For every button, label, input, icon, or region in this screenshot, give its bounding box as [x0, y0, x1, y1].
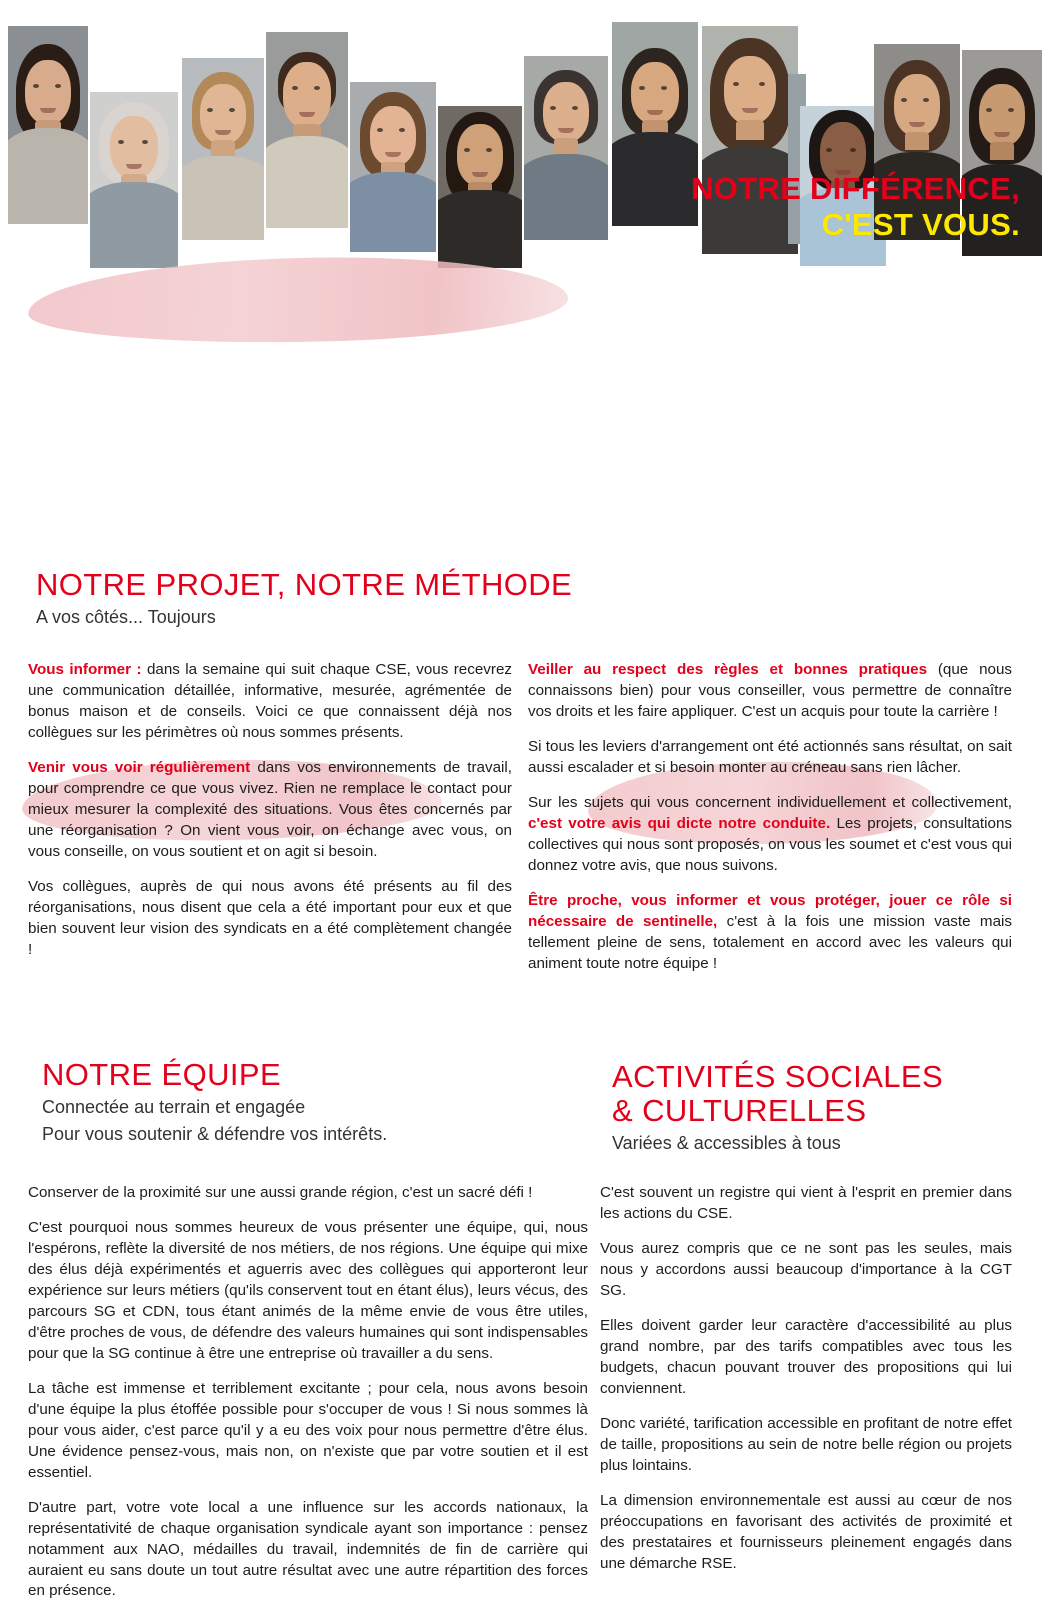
subtitle-equipe-line1: Connectée au terrain et engagée [42, 1097, 306, 1118]
page-title-project: NOTRE PROJET, NOTRE MÉTHODE [36, 567, 573, 602]
section-header-asc [612, 1060, 943, 1155]
lead-votre-avis: c'est votre avis qui dicte notre conduite. [528, 814, 831, 832]
paragraph-etre-proche [528, 891, 1012, 975]
lead-vous-informer: Vous informer : [28, 661, 142, 678]
lead-etre-proche: Être proche, vous informer et vous protéger, jouer ce rôle si nécessaire de sentinelle, [528, 891, 1012, 930]
paragraph-leviers: Si tous les leviers d'arrangement ont été actionnés sans résultat, on sait aussi escalader et si besoin monter au créneau sans rien lâcher. [528, 737, 1012, 776]
subtitle-equipe-line2: Pour vous soutenir & défendre vos intérêts. [42, 1123, 388, 1144]
subtitle-asc: Variées & accessibles à tous [612, 1133, 841, 1154]
paragraph-vous-informer [28, 660, 512, 744]
paragraph-variete: Donc variété, tarification accessible en profitant de notre effet de taille, propositions au sein de notre belle région ou projets plus lointains. [600, 1414, 1012, 1474]
footer-line-2: C'EST VOUS. [821, 207, 1020, 243]
section-header-equipe [42, 1058, 387, 1145]
project-left-column [28, 660, 512, 975]
paragraph-proximite: Conserver de la proximité sur une aussi grande région, c'est un sacré défi ! [28, 1184, 533, 1201]
paragraph-registre: C'est souvent un registre qui vient à l'esprit en premier dans les actions du CSE. [600, 1184, 1012, 1222]
text-venir-vous-voir: dans vos environnements de travail, pour comprendre ce que vous vivez. Rien ne remplace le contact pour mieux mesurer la complexité des situations. Vous êtes concernés par une réorganisation ? On vient vous voir, on échange avec vous, on vous conseille, on vous soutient et on agit si besoin. [28, 758, 513, 860]
portrait-3 [182, 58, 264, 240]
portrait-2 [90, 92, 178, 268]
lead-venir-vous-voir: Venir vous voir régulièrement [28, 758, 251, 776]
page-title-asc-line1: ACTIVITÉS SOCIALES [612, 1059, 944, 1094]
paragraph-accessibilite: Elles doivent garder leur caractère d'accessibilité au plus grand nombre, par des tarifs compatibles avec tous les budgets, chacun pouvant trouver des propositions qui lui conviennent. [600, 1316, 1012, 1397]
paragraph-veiller-respect [528, 660, 1012, 723]
paragraph-importance: Vous aurez compris que ce ne sont pas les seules, mais nous y accordons aussi beaucoup d'importance à la CGT SG. [600, 1239, 1012, 1299]
page-title-asc-line2: & CULTURELLES [612, 1093, 867, 1129]
paragraph-votre-avis [528, 793, 1012, 877]
lead-veiller-respect: Veiller au respect des règles et bonnes pratiques [528, 661, 928, 678]
paragraph-environnement: La dimension environnementale est aussi au cœur de nos préoccupations en favorisant des activités de proximité et des prestataires et fournisseurs pleinement engagés dans une démarche RSE. [600, 1491, 1012, 1572]
paragraph-vos-collegues: Vos collègues, auprès de qui nous avons été présents au fil des réorganisations, nous disent que cela a été important pour eux et que bien souvent leur vision des syndicats en a été complètement changée ! [28, 877, 512, 958]
footer-slogan [691, 170, 1020, 243]
asc-text-column [600, 1183, 1012, 1589]
page-title-equipe: NOTRE ÉQUIPE [42, 1057, 282, 1092]
paragraph-tache-immense: La tâche est immense et terriblement excitante ; pour cela, nous avons besoin d'une équipe la plus étoffée possible pour s'occuper de vous ! Si nous sommes là pour vous aider, c'est parce qu'il y a eu des voix pour nous permettre d'être élus. Une évidence pensez-vous, mais non, on n'existe que par votre soutien et il est essentiel. [28, 1379, 588, 1481]
text-votre-avis-a: Sur les sujets qui vous concernent individuellement et collectivement, [528, 793, 1012, 811]
equipe-text-column [28, 1183, 588, 1616]
section-header-project [36, 568, 572, 629]
text-etre-proche: c'est à la fois une mission vaste mais tellement pleine de sens, totalement en accord avec les valeurs qui animent toute notre équipe ! [528, 912, 1012, 972]
text-vous-informer: dans la semaine qui suit chaque CSE, vous recevrez une communication détaillée, informative, mesurée, agrémentée de bonus maison et de conseils. Voici ce que connaissent déjà nos collègues sur les périmètres où nous sommes présents. [28, 661, 512, 741]
portrait-4 [266, 32, 348, 228]
footer-line-1: NOTRE DIFFÉRENCE, [691, 170, 1020, 206]
subtitle-project: A vos côtés... Toujours [36, 607, 216, 628]
paragraph-vote-local: D'autre part, votre vote local a une influence sur les accords nationaux, la représentativité de chaque organisation syndicale ayant son importance : pensez notamment aux NAO, médailles du travail, indemnités de fin de carrière qui auraient eu sans doute un tout autre résultat avec une autre répartition des forces en présence. [28, 1498, 588, 1600]
text-veiller-respect: (que nous connaissons bien) pour vous conseiller, vous permettre de connaître vos droits et les faire appliquer. C'est un acquis pour toute la carrière ! [528, 661, 1012, 720]
portrait-1 [8, 26, 88, 224]
portrait-8 [612, 22, 698, 226]
portrait-7 [524, 56, 608, 240]
portrait-6 [438, 106, 522, 268]
portrait-5 [350, 82, 436, 252]
text-votre-avis-b: Les projets, consultations collectives qui nous sont proposés, on vous les soumet et c'est vous qui donnez votre avis, que nous suivons. [528, 814, 1012, 874]
paragraph-diversite: C'est pourquoi nous sommes heureux de vous présenter une équipe, qui, nous l'espérons, reflète la diversité de nos métiers, de nos régions. Une équipe qui mixe des élus déjà expérimentés et aguerris avec des collègues qui apporteront leur expérience sur leurs métiers (qu'ils conservent tout en étant élus), leurs vécus, des parcours SG et CDN, tous étant animés de la même envie de vous être utiles, d'être proches de vous, de défendre des valeurs humaines qui sont indispensables pour que la SG continue à être une entreprise où travailler a du sens. [28, 1218, 588, 1362]
project-right-column [528, 660, 1012, 989]
paragraph-venir-vous-voir [28, 758, 512, 863]
